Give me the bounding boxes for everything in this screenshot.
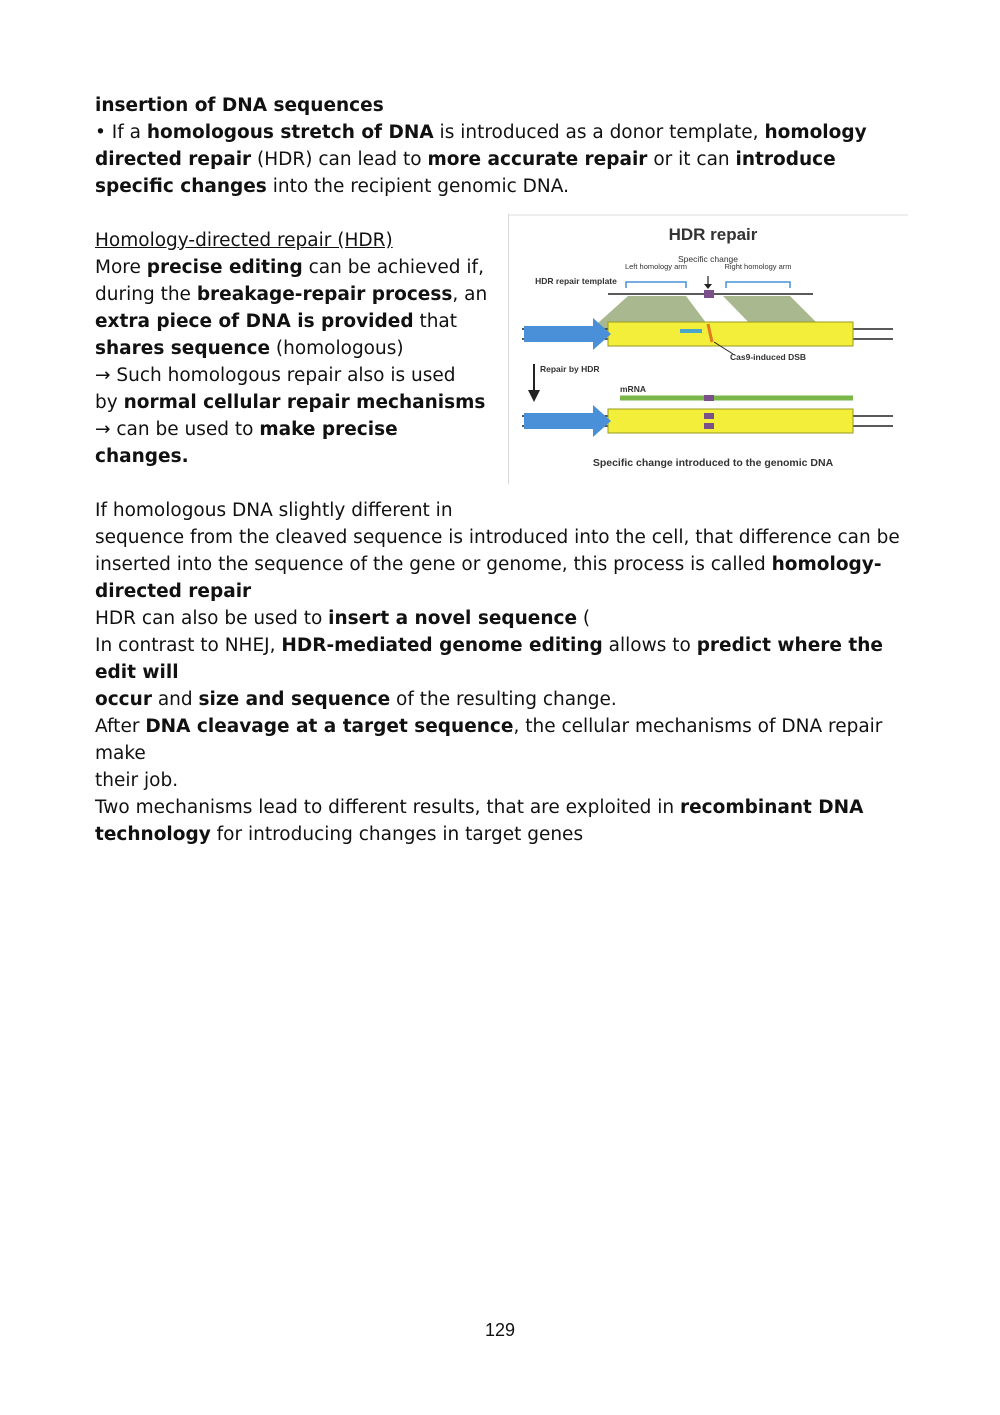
page-content <box>95 92 910 848</box>
promoter-arrow <box>524 318 611 350</box>
text: is introduced as a donor template, <box>433 122 765 143</box>
body-paragraph-1: If homologous DNA slightly different in sequence from the cleaved sequence is introduced into the cell, that difference can be inserted into the sequence of the gene or genome, this process is called homology-directed repair <box>95 500 900 602</box>
hdr-line: → Such homologous repair also is used <box>95 365 456 386</box>
mrna-label: mRNA <box>620 384 646 394</box>
promoter-arrow-2 <box>524 405 611 437</box>
hdr-heading: Homology-directed repair (HDR) <box>95 230 393 251</box>
body-paragraph-4: After DNA cleavage at a target sequence, the cellular mechanisms of DNA repair make their job. <box>95 716 883 791</box>
left-arm-label: Left homology arm <box>624 262 688 271</box>
body-paragraph-2: HDR can also be used to insert a novel sequence ( <box>95 608 591 629</box>
dsb-label: Cas9-induced DSB <box>730 352 807 362</box>
hdr-text <box>95 227 495 470</box>
intro-line1: insertion of DNA sequences <box>95 95 384 116</box>
figure-caption: Specific change introduced to the genomic DNA <box>592 457 834 469</box>
right-arm-label: Right homology arm <box>724 262 792 271</box>
specific-change-mark <box>704 290 714 298</box>
bold-text: more accurate repair <box>427 149 648 170</box>
template-label: HDR repair template <box>535 276 617 286</box>
bold-text: homologous stretch of DNA <box>146 122 434 143</box>
bold-text: introduce specific changes <box>95 149 836 197</box>
hdr-line: by normal cellular repair mechanisms <box>95 392 486 413</box>
figure-title: HDR repair <box>668 225 758 244</box>
hdr-line: → can be used to make precise <box>95 419 398 440</box>
hdr-repair-figure <box>508 214 908 484</box>
intro-paragraph <box>95 92 910 200</box>
body-paragraph-5: Two mechanisms lead to different results, that are exploited in recombinant DNA technology for introducing changes in target genes <box>95 797 864 845</box>
hdr-line: changes. <box>95 446 189 467</box>
edited-gene-band <box>608 409 853 433</box>
specific-change-label: Specific change <box>677 254 739 264</box>
hdr-line: shares sequence (homologous) <box>95 338 404 359</box>
target-gene-band <box>608 322 853 346</box>
bullet-text: • If a <box>95 122 147 143</box>
bold-text: homology directed repair <box>95 122 867 170</box>
body-paragraph-3: In contrast to NHEJ, HDR-mediated genome editing allows to predict where the edit will occur and size and sequence of the resulting change. <box>95 635 883 710</box>
hdr-section <box>95 227 910 497</box>
hdr-line: More precise editing can be achieved if, <box>95 257 484 278</box>
text: (HDR) can lead to <box>251 149 428 170</box>
page-number: 129 <box>484 1320 516 1340</box>
text: or it can <box>647 149 736 170</box>
repair-by-label: Repair by HDR <box>540 364 600 374</box>
hdr-line: extra piece of DNA is provided that <box>95 311 458 332</box>
hdr-line: during the breakage-repair process, an <box>95 284 488 305</box>
text: into the recipient genomic DNA. <box>266 176 569 197</box>
